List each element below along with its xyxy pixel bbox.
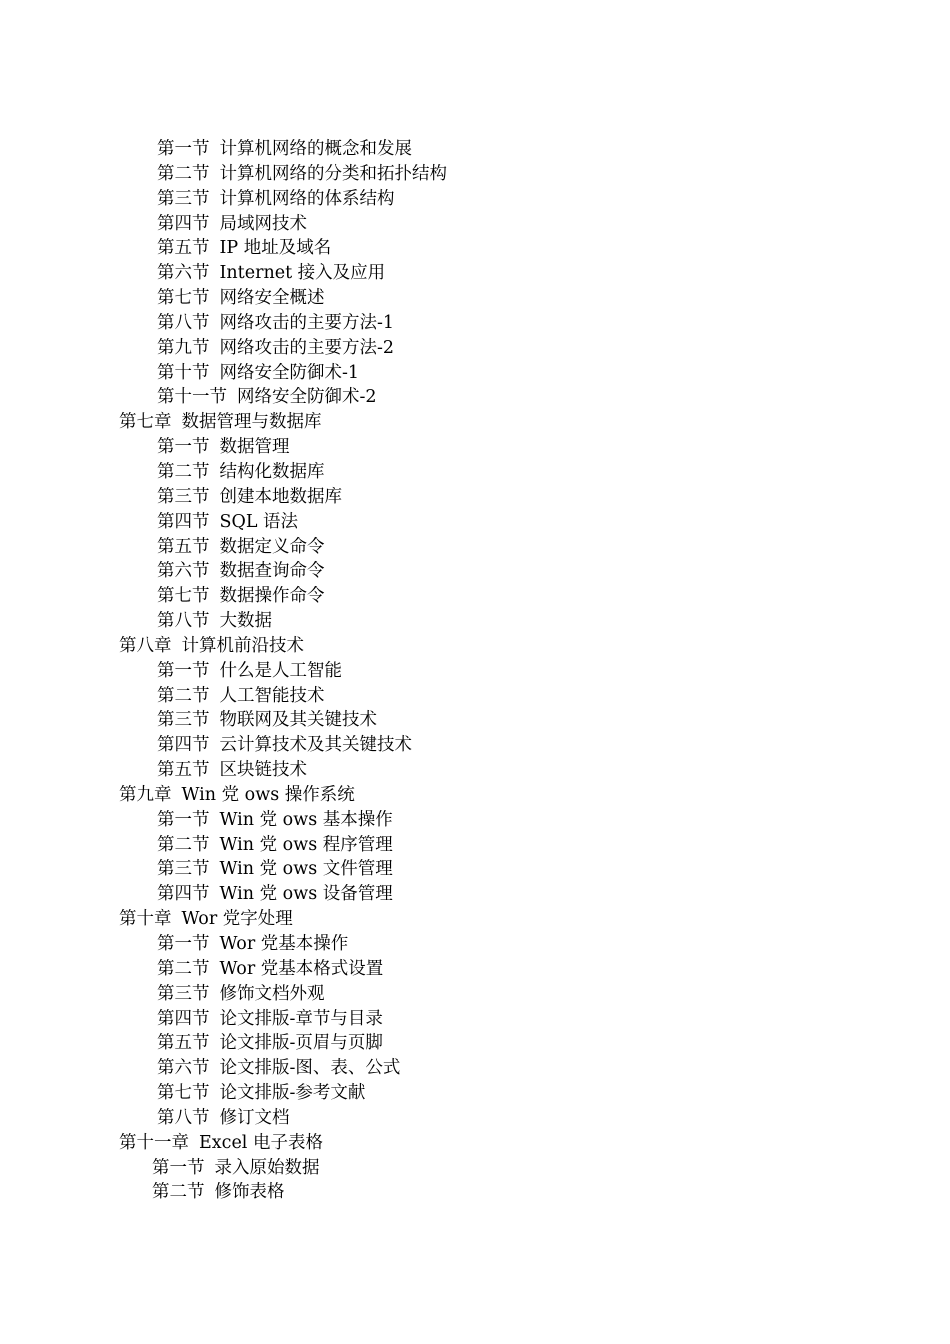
toc-entry-number: 第七节 (157, 1083, 210, 1104)
toc-entry-number: 第五节 (157, 1033, 210, 1054)
toc-entry-number: 第八节 (157, 1107, 210, 1128)
toc-entry-title: 数据定义命令 (219, 536, 325, 557)
toc-section-line (0, 708, 950, 733)
toc-entry-title: 计算机前沿技术 (181, 635, 304, 656)
toc-section-line (0, 733, 950, 758)
toc-section-line (0, 882, 950, 907)
toc-section-line (0, 261, 950, 286)
toc-entry-number: 第五节 (157, 536, 210, 557)
toc-entry-title: 计算机网络的分类和拓扑结构 (219, 163, 447, 184)
toc-entry-number: 第七节 (157, 288, 210, 309)
toc-entry-number: 第三节 (157, 188, 210, 209)
toc-entry-number: 第二节 (157, 958, 210, 979)
toc-entry-title: Excel 电子表格 (199, 1132, 323, 1153)
toc-section-line (0, 1031, 950, 1056)
toc-entry-number: 第十一节 (157, 387, 227, 408)
toc-entry-number: 第五节 (157, 238, 210, 259)
toc-section-line (0, 1106, 950, 1131)
toc-entry-title: 结构化数据库 (219, 461, 325, 482)
toc-entry-title: Wor 党字处理 (181, 909, 293, 930)
toc-entry-title: 论文排版-参考文献 (219, 1083, 366, 1104)
toc-entry-number: 第六节 (157, 1058, 210, 1079)
toc-entry-number: 第三节 (157, 859, 210, 880)
toc-entry-title: 网络安全概述 (219, 288, 325, 309)
table-of-contents (0, 137, 950, 1205)
toc-entry-number: 第九章 (119, 784, 172, 805)
toc-entry-title: 局域网技术 (219, 213, 307, 234)
toc-section-line (0, 385, 950, 410)
toc-entry-number: 第三节 (157, 486, 210, 507)
toc-entry-number: 第八节 (157, 611, 210, 632)
toc-entry-number: 第二节 (157, 834, 210, 855)
toc-section-line (0, 932, 950, 957)
toc-section-line (0, 758, 950, 783)
toc-entry-number: 第八章 (119, 635, 172, 656)
toc-section-line (0, 162, 950, 187)
toc-entry-title: 人工智能技术 (219, 685, 325, 706)
toc-entry-title: Wor 党基本格式设置 (219, 958, 384, 979)
toc-entry-title: 计算机网络的体系结构 (219, 188, 395, 209)
toc-entry-title: 网络攻击的主要方法-1 (219, 312, 395, 333)
toc-entry-title: 修订文档 (219, 1107, 290, 1128)
toc-entry-title: 数据管理 (219, 437, 290, 458)
toc-entry-number: 第四节 (157, 884, 210, 905)
toc-entry-title: Internet 接入及应用 (219, 263, 386, 284)
toc-section-line (0, 510, 950, 535)
toc-entry-number: 第十一章 (119, 1132, 189, 1153)
toc-entry-number: 第一节 (157, 934, 210, 954)
toc-entry-number: 第三节 (157, 983, 210, 1004)
toc-entry-number: 第六节 (157, 263, 210, 284)
toc-entry-title: Win 党 ows 设备管理 (219, 884, 393, 905)
toc-entry-title: Win 党 ows 基本操作 (219, 809, 393, 830)
toc-entry-number: 第二节 (152, 1182, 205, 1203)
toc-section-line (0, 1007, 950, 1032)
toc-entry-title: Win 党 ows 文件管理 (219, 859, 393, 880)
toc-section-line (0, 957, 950, 982)
toc-entry-title: 什么是人工智能 (219, 660, 342, 681)
toc-entry-title: 大数据 (219, 611, 272, 632)
toc-entry-title: 论文排版-图、表、公式 (219, 1058, 401, 1079)
toc-entry-title: 物联网及其关键技术 (219, 710, 377, 731)
toc-section-line (0, 361, 950, 386)
toc-section-line (0, 684, 950, 709)
toc-section-line (0, 286, 950, 311)
toc-section-line (0, 833, 950, 858)
toc-entry-title: 计算机网络的概念和发展 (219, 139, 412, 159)
toc-entry-title: 论文排版-页眉与页脚 (219, 1033, 383, 1054)
toc-entry-number: 第四节 (157, 511, 210, 532)
toc-section-line (0, 236, 950, 261)
toc-chapter-line (0, 634, 950, 659)
toc-section-line (0, 559, 950, 584)
toc-section-line (0, 460, 950, 485)
toc-entry-number: 第五节 (157, 760, 210, 781)
toc-entry-title: 修饰文档外观 (219, 983, 325, 1004)
toc-entry-number: 第十章 (119, 909, 172, 930)
toc-entry-title: Wor 党基本操作 (219, 934, 349, 954)
toc-section-line (0, 212, 950, 237)
toc-entry-number: 第十节 (157, 362, 210, 383)
toc-entry-number: 第四节 (157, 735, 210, 756)
toc-section-line (0, 1056, 950, 1081)
toc-section-line (0, 609, 950, 634)
toc-section-line (0, 187, 950, 212)
toc-entry-number: 第一节 (157, 660, 210, 681)
toc-entry-title: Win 党 ows 操作系统 (181, 784, 355, 805)
toc-section-line (0, 485, 950, 510)
toc-entry-number: 第八节 (157, 312, 210, 333)
toc-entry-title: 网络安全防御术-1 (219, 362, 360, 383)
toc-chapter-line (0, 410, 950, 435)
toc-entry-title: 网络安全防御术-2 (237, 387, 377, 408)
toc-section-line (0, 336, 950, 361)
toc-section-line (0, 137, 950, 162)
toc-entry-title: 论文排版-章节与目录 (219, 1008, 383, 1029)
toc-section-line (0, 808, 950, 833)
toc-entry-title: 区块链技术 (219, 760, 307, 781)
toc-entry-number: 第七章 (119, 412, 172, 433)
toc-entry-number: 第三节 (157, 710, 210, 731)
toc-section-line (0, 435, 950, 460)
toc-entry-title: IP 地址及域名 (219, 238, 332, 259)
toc-entry-number: 第一节 (157, 809, 210, 830)
toc-entry-number: 第二节 (157, 461, 210, 482)
toc-entry-number: 第二节 (157, 685, 210, 706)
toc-entry-number: 第四节 (157, 213, 210, 234)
toc-entry-title: Win 党 ows 程序管理 (219, 834, 393, 855)
toc-chapter-line (0, 907, 950, 932)
toc-entry-title: 云计算技术及其关键技术 (219, 735, 412, 756)
toc-entry-title: 网络攻击的主要方法-2 (219, 337, 395, 358)
toc-chapter-line (0, 1131, 950, 1156)
toc-section-line (0, 1081, 950, 1106)
toc-entry-number: 第九节 (157, 337, 210, 358)
toc-entry-title: 创建本地数据库 (219, 486, 342, 507)
toc-chapter-line (0, 783, 950, 808)
toc-section-line (0, 982, 950, 1007)
toc-section-line (0, 584, 950, 609)
toc-section-line (0, 1156, 950, 1181)
toc-section-line (0, 659, 950, 684)
toc-section-line (0, 311, 950, 336)
toc-section-line (0, 1180, 950, 1205)
toc-entry-title: SQL 语法 (219, 511, 299, 532)
toc-entry-number: 第六节 (157, 561, 210, 582)
toc-entry-number: 第四节 (157, 1008, 210, 1029)
toc-entry-title: 修饰表格 (214, 1182, 285, 1203)
toc-entry-title: 数据操作命令 (219, 586, 325, 607)
toc-entry-title: 数据查询命令 (219, 561, 325, 582)
toc-entry-number: 第一节 (157, 139, 210, 159)
toc-entry-number: 第一节 (152, 1157, 205, 1178)
toc-section-line (0, 535, 950, 560)
toc-section-line (0, 857, 950, 882)
toc-entry-number: 第一节 (157, 437, 210, 458)
toc-entry-title: 数据管理与数据库 (181, 412, 322, 433)
toc-entry-title: 录入原始数据 (214, 1157, 320, 1178)
toc-entry-number: 第七节 (157, 586, 210, 607)
toc-entry-number: 第二节 (157, 163, 210, 184)
